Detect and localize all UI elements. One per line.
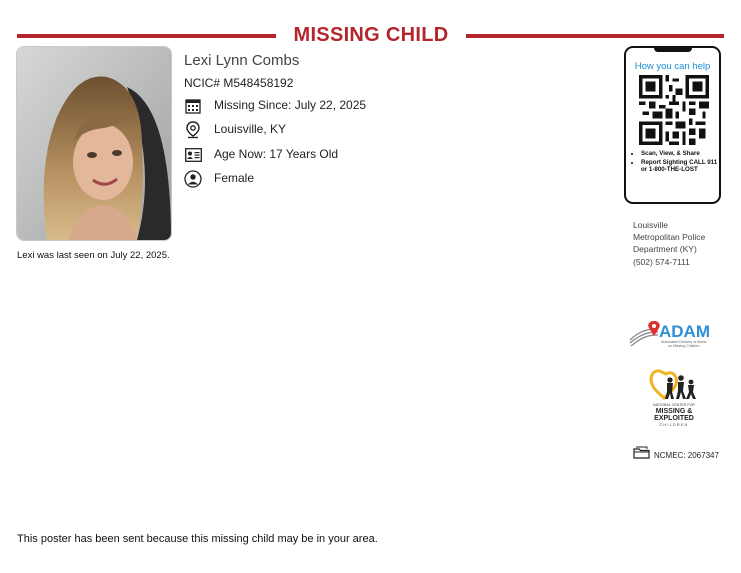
help-bullets [632, 150, 723, 175]
missing-since: Missing Since: July 22, 2025 [214, 98, 367, 112]
ncmec-line-3: EXPLOITED [654, 415, 694, 422]
phone-notch [654, 46, 692, 52]
person-icon [184, 170, 202, 188]
adam-wordmark: ADAM [659, 322, 710, 341]
ncmec-line-1: NATIONAL CENTER FOR [653, 403, 695, 407]
map-pin-icon [184, 121, 202, 139]
agency-line: Louisville [633, 220, 668, 230]
qr-code-icon[interactable] [639, 75, 709, 145]
agency-contact [633, 219, 705, 268]
id-card-icon [184, 146, 202, 164]
header-rule-left [17, 34, 276, 38]
poster-footer-note: This poster has been sent because this missing child may be in your area. [17, 533, 378, 545]
missing-since-row [184, 97, 367, 115]
poster-title: MISSING CHILD [293, 24, 449, 46]
age-row [184, 146, 339, 164]
adam-logo [628, 318, 720, 352]
location: Louisville, KY [214, 122, 287, 136]
sex: Female [214, 171, 255, 185]
ncmec-line-4: CHILDREN [659, 423, 689, 427]
calendar-icon [184, 97, 202, 115]
help-phone-card [624, 46, 721, 204]
ncmec-line-2: MISSING & [655, 408, 693, 415]
last-seen-caption: Lexi was last seen on July 22, 2025. [17, 250, 170, 261]
header-rule-right [466, 34, 724, 38]
ncmec-logo [646, 368, 702, 428]
child-photo [17, 47, 171, 240]
help-bullet-scan: • Scan, View, & Share [641, 150, 723, 158]
help-title: How you can help [634, 61, 711, 72]
agency-line: Metropolitan Police [633, 232, 706, 243]
location-row [184, 121, 287, 139]
folder-icon [633, 446, 650, 464]
age-now: Age Now: 17 Years Old [214, 147, 339, 161]
agency-phone: (502) 574-7111 [633, 256, 690, 267]
help-bullet-report: • Report Sighting CALL 911 or 1-800-THE-LOST [641, 159, 723, 174]
ncic-number: NCIC# M548458192 [184, 76, 294, 90]
adam-subtitle-2: on Missing Children [668, 344, 700, 348]
agency-line: Department (KY) [633, 244, 697, 255]
ncmec-case-number: NCMEC: 2067347 [654, 450, 719, 460]
child-name: Lexi Lynn Combs [184, 52, 300, 69]
case-number-row [633, 446, 719, 464]
sex-row [184, 170, 255, 188]
adam-subtitle-1: Automated Delivery of Alerts [661, 340, 707, 344]
